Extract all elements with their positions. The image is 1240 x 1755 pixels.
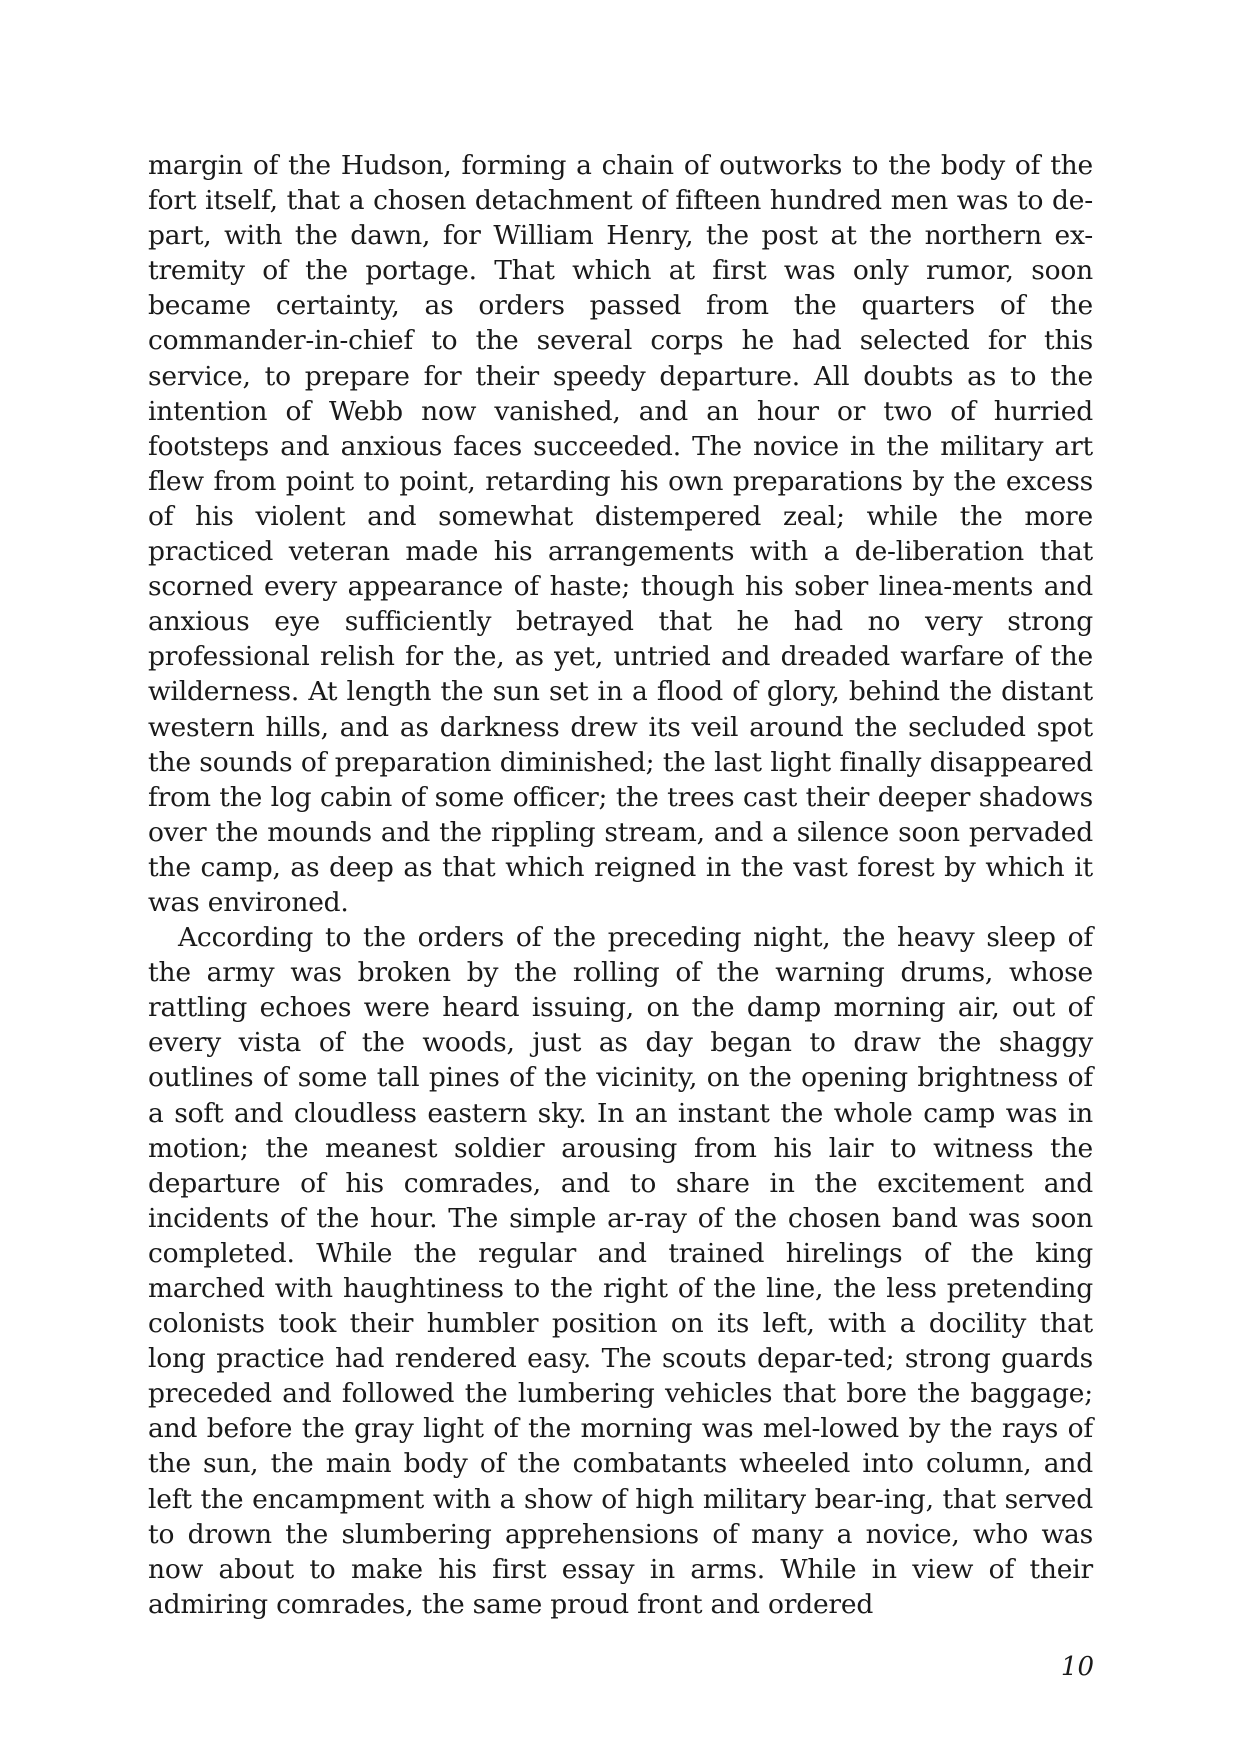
paragraph-continuation: margin of the Hudson, forming a chain of outworks to the body of the fort itself, that a chosen detachment of fifteen hundred men was to de-part, with the dawn, for William Henry, the post at the northern ex-tremity of the portage. That which at first was only rumor, soon became certainty, as orders passed from the quarters of the commander-in-chief to the several corps he had selected for this service, to prepare for their speedy departure. All doubts as to the intention of Webb now vanished, and an hour or two of hurried footsteps and anxious faces succeeded. The novice in the military art flew from point to point, retarding his own preparations by the excess of his violent and somewhat distempered zeal; while the more practiced veteran made his arrangements with a de-liberation that scorned every appearance of haste; though his sober linea-ments and anxious eye sufficiently betrayed that he had no very strong professional relish for the, as yet, untried and dreaded warfare of the wilderness. At length the sun set in a flood of glory, behind the distant western hills, and as darkness drew its veil around the secluded spot the sounds of preparation diminished; the last light finally disappeared from the log cabin of some officer; the trees cast their deeper shadows over the mounds and the rippling stream, and a silence soon pervaded the camp, as deep as that which reigned in the vast forest by which it was environed. xyxy=(148,150,1093,918)
page-number: 10 xyxy=(1060,1652,1094,1682)
paragraph-morning-departure: According to the orders of the preceding night, the heavy sleep of the army was broken by the rolling of the warning drums, whose rattling echoes were heard issuing, on the damp morning air, out of every vista of the woods, just as day began to draw the shaggy outlines of some tall pines of the vicinity, on the opening brightness of a soft and cloudless eastern sky. In an instant the whole camp was in motion; the meanest soldier arousing from his lair to witness the departure of his comrades, and to share in the excitement and incidents of the hour. The simple ar-ray of the chosen band was soon completed. While the regular and trained hirelings of the king marched with haughtiness to the right of the line, the less pretending colonists took their humbler position on its left, with a docility that long practice had rendered easy. The scouts depar-ted; strong guards preceded and followed the lumbering vehicles that bore the baggage; and before the gray light of the morning was mel-lowed by the rays of the sun, the main body of the combatants wheeled into column, and left the encampment with a show of high military bear-ing, that served to drown the slumbering apprehensions of many a novice, who was now about to make his first essay in arms. While in view of their admiring comrades, the same proud front and ordered xyxy=(148,922,1093,1620)
body-text xyxy=(148,148,1093,1622)
